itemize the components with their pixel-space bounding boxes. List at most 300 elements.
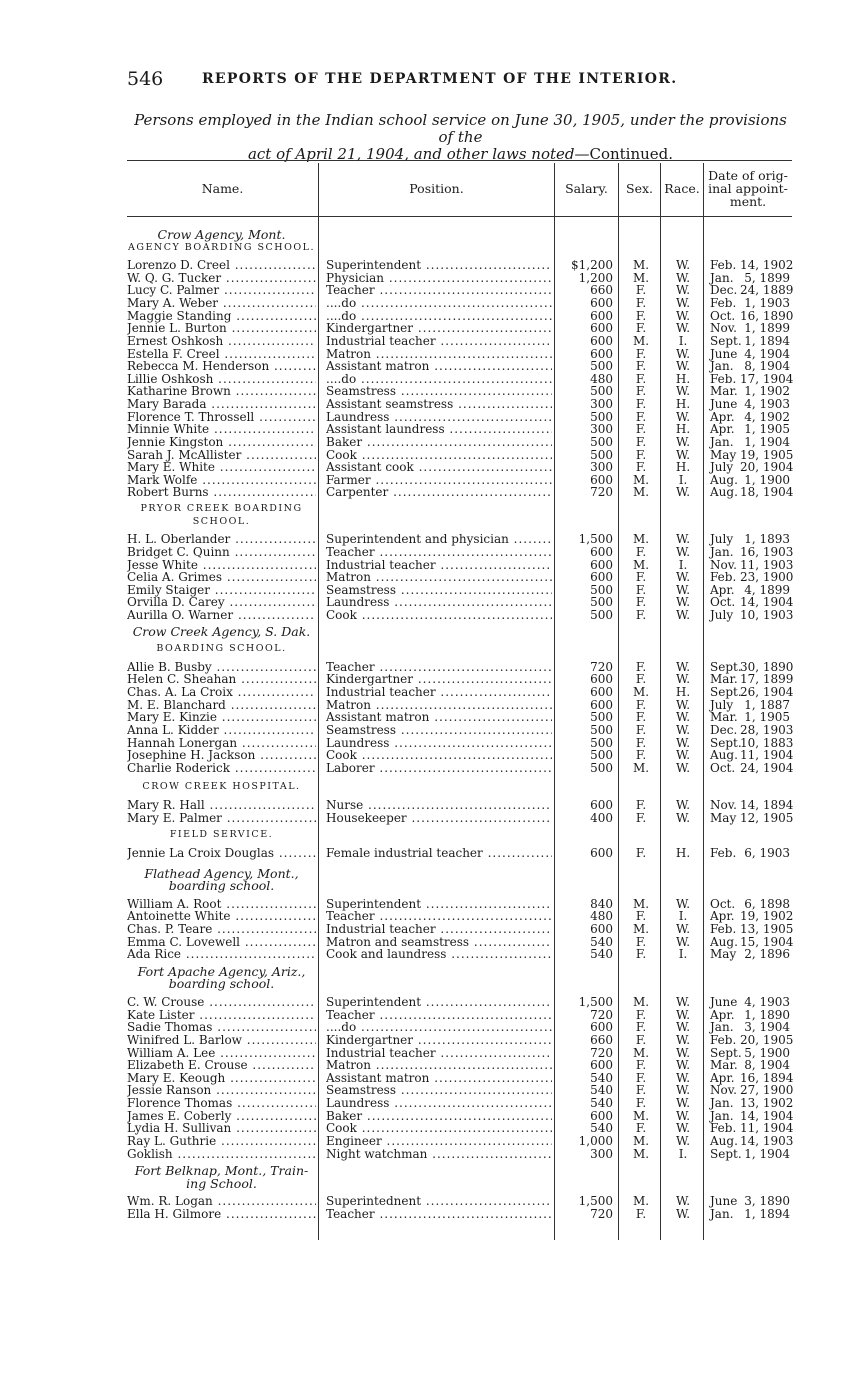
race-cell-text: W.	[675, 1045, 691, 1060]
race-cell-text: W.	[675, 697, 691, 712]
position-cell	[326, 847, 552, 860]
section-heading	[127, 828, 792, 841]
appointment-day-year: 28, 1903	[740, 722, 794, 737]
position-cell	[326, 948, 552, 961]
name-cell-text: C. W. Crouse	[127, 996, 205, 1010]
section-heading-text: Fort Belknap, Mont., Train-	[134, 1163, 309, 1179]
appointment-month: Mar.	[710, 384, 738, 399]
position-cell	[326, 474, 552, 487]
race-cell-text: W.	[675, 1096, 691, 1111]
race-cell-text: W.	[675, 384, 691, 399]
position-cell-text: Superintendent	[326, 996, 422, 1010]
table-row	[127, 486, 792, 499]
name-cell-text: Orvilla D. Carey	[127, 596, 225, 610]
table-row	[127, 259, 792, 272]
appointment-month: Apr.	[710, 909, 735, 924]
appointment-month: Mar.	[710, 672, 738, 687]
race-cell-text: W.	[675, 672, 691, 687]
salary-cell-text: 600	[590, 1058, 613, 1073]
position-cell-text: Teacher	[326, 1008, 375, 1022]
table-row	[127, 272, 792, 285]
table-row	[127, 724, 792, 737]
appointment-month: Sept.	[710, 1146, 742, 1161]
name-cell	[127, 609, 316, 622]
appointment-day-year: 13, 1902	[740, 1096, 794, 1111]
salary-cell-text: 540	[590, 1083, 613, 1098]
position-cell-text: Teacher	[326, 284, 375, 298]
race-cell-text: W.	[675, 607, 691, 622]
position-cell-text: Kindergartner	[326, 673, 414, 687]
race-cell-text: I.	[678, 472, 688, 487]
name-cell	[127, 724, 316, 737]
salary-cell-text: 540	[590, 1070, 613, 1085]
appointment-day-year: 6, 1898	[744, 896, 790, 911]
race-cell-text: W.	[675, 434, 691, 449]
race-cell-text: W.	[675, 934, 691, 949]
position-cell	[326, 609, 552, 622]
appointment-date-cell	[710, 335, 792, 348]
appointment-day-year: 5, 1899	[744, 270, 790, 285]
appointment-month: Feb.	[710, 371, 737, 386]
appointment-month: Aug.	[710, 485, 738, 500]
name-cell-text: Emma C. Lovewell	[127, 935, 240, 949]
name-cell	[127, 799, 316, 812]
position-cell-text: Seamstress	[326, 1084, 396, 1098]
table-row	[127, 1195, 792, 1208]
position-cell-text: Female industrial teacher	[326, 846, 483, 860]
race-cell-text: W.	[675, 544, 691, 559]
position-cell-text: Assistant matron	[326, 360, 430, 374]
appointment-month: Oct.	[710, 760, 736, 775]
position-cell	[326, 724, 552, 737]
race-cell-text: W.	[675, 1020, 691, 1035]
appointment-month: Mar.	[710, 1058, 738, 1073]
salary-cell-text: 600	[590, 685, 613, 700]
name-cell-text: Jesse White	[127, 558, 198, 572]
salary-cell-text: 500	[590, 359, 613, 374]
position-cell	[326, 259, 552, 272]
appointment-day-year: 1, 1905	[744, 710, 790, 725]
position-cell-text: Teacher	[326, 910, 375, 924]
appointment-month: Jan.	[710, 1020, 734, 1035]
sex-cell-text: M.	[632, 333, 650, 348]
race-cell-text: W.	[675, 595, 691, 610]
appointment-day-year: 14, 1903	[740, 1133, 794, 1148]
sex-cell-text: F.	[635, 1032, 647, 1047]
table-row	[127, 948, 792, 961]
race-cell-text: I.	[678, 557, 688, 572]
position-cell-text: Assistant matron	[326, 1071, 430, 1085]
table-row	[127, 762, 792, 775]
appointment-day-year: 1, 1894	[744, 333, 790, 348]
appointment-month: Apr.	[710, 1007, 735, 1022]
appointment-day-year: 14, 1904	[740, 1108, 794, 1123]
name-cell-text: James E. Coberly	[127, 1109, 232, 1123]
appointment-day-year: 1, 1890	[744, 1007, 790, 1022]
name-cell	[127, 348, 316, 361]
position-cell	[326, 322, 552, 335]
race-cell-text: W.	[675, 409, 691, 424]
position-cell	[326, 1097, 552, 1110]
name-cell-text: Allie B. Busby	[127, 660, 212, 674]
table-caption	[127, 112, 794, 163]
salary-cell-text: 600	[590, 544, 613, 559]
position-cell-text: ....do	[326, 297, 357, 311]
name-cell	[127, 284, 316, 297]
appointment-month: Apr.	[710, 409, 735, 424]
sex-cell-text: F.	[635, 1020, 647, 1035]
column-header-sex: Sex.	[626, 180, 653, 196]
table-row	[127, 812, 792, 825]
appointment-month: Aug.	[710, 934, 738, 949]
table-row	[127, 436, 792, 449]
name-cell-text: Mary A. Weber	[127, 297, 219, 311]
name-cell-text: Lorenzo D. Creel	[127, 259, 230, 273]
table-row	[127, 571, 792, 584]
table-row	[127, 546, 792, 559]
name-cell-text: Robert Burns	[127, 486, 209, 500]
name-cell	[127, 686, 316, 699]
position-cell	[326, 996, 552, 1009]
sex-cell-text: M.	[632, 760, 650, 775]
race-cell-text: W.	[675, 748, 691, 763]
appointment-month: June	[710, 346, 738, 361]
name-cell-text: Chas. P. Teare	[127, 923, 213, 936]
salary-cell-text: 500	[590, 710, 613, 725]
name-cell	[127, 1059, 316, 1072]
appointment-date-cell	[710, 948, 792, 961]
salary-cell-text: 540	[590, 1096, 613, 1111]
name-cell	[127, 322, 316, 335]
name-cell	[127, 436, 316, 449]
position-cell-text: Superintednent	[326, 1195, 422, 1209]
table-row	[127, 335, 792, 348]
position-cell-text: Industrial teacher	[326, 923, 436, 936]
name-cell	[127, 571, 316, 584]
position-cell-text: Teacher	[326, 660, 375, 674]
position-cell	[326, 335, 552, 348]
table-row	[127, 385, 792, 398]
header-bottom-rule	[127, 216, 792, 217]
name-cell	[127, 737, 316, 750]
appointment-date-cell	[710, 1148, 792, 1161]
race-cell-text: W.	[675, 321, 691, 336]
name-cell	[127, 847, 316, 860]
position-cell-text: Assistant seamstress	[326, 398, 454, 412]
appointment-month: Aug.	[710, 1133, 738, 1148]
salary-cell-text: 300	[590, 422, 613, 437]
table-row	[127, 423, 792, 436]
position-cell-text: Nurse	[326, 799, 364, 813]
sex-cell-text: M.	[632, 922, 650, 936]
position-cell	[326, 385, 552, 398]
position-cell-text: Matron	[326, 571, 371, 585]
appointment-day-year: 14, 1902	[740, 258, 794, 273]
sex-cell-text: F.	[635, 607, 647, 622]
appointment-day-year: 4, 1902	[744, 409, 790, 424]
appointment-day-year: 19, 1905	[740, 447, 794, 462]
appointment-month: Sept.	[710, 1045, 742, 1060]
name-cell	[127, 1135, 316, 1148]
salary-cell-text: 600	[590, 922, 613, 936]
name-cell-text: Goklish	[127, 1147, 173, 1161]
position-cell	[326, 923, 552, 936]
name-cell	[127, 259, 316, 272]
salary-cell-text: 600	[590, 798, 613, 813]
position-cell-text: Seamstress	[326, 385, 396, 399]
race-cell	[663, 1148, 703, 1161]
appointment-month: Oct.	[710, 595, 736, 610]
position-cell	[326, 272, 552, 285]
name-cell-text: Celia A. Grimes	[127, 571, 223, 585]
appointment-month: Feb.	[710, 1121, 737, 1136]
race-cell-text: W.	[675, 296, 691, 311]
section-heading	[127, 228, 792, 241]
salary-cell-text: $1,200	[571, 258, 613, 273]
position-cell	[326, 360, 552, 373]
name-cell-text: Rebecca M. Henderson	[127, 360, 270, 374]
race-cell-text: H.	[675, 422, 691, 437]
race-cell-text: H.	[675, 685, 691, 700]
position-cell-text: Superintendent	[326, 897, 422, 911]
sex-cell-text: F.	[635, 909, 647, 924]
name-cell	[127, 584, 316, 597]
race-cell-text: W.	[675, 1108, 691, 1123]
sex-cell-text: M.	[632, 1194, 650, 1209]
appointment-month: June	[710, 1194, 738, 1209]
name-cell-text: Mark Wolfe	[127, 473, 198, 487]
name-cell	[127, 385, 316, 398]
position-cell-text: Assistant laundress	[326, 423, 445, 437]
name-cell	[127, 923, 316, 936]
race-cell-text: I.	[678, 1146, 688, 1161]
race-cell-text: W.	[675, 810, 691, 825]
appointment-day-year: 15, 1904	[740, 934, 794, 949]
appointment-day-year: 30, 1890	[740, 659, 794, 674]
table-row	[127, 373, 792, 386]
appointment-day-year: 1, 1893	[744, 532, 790, 547]
table-row	[127, 297, 792, 310]
name-cell	[127, 297, 316, 310]
race-cell-text: H.	[675, 845, 691, 860]
position-cell-text: Laundress	[326, 736, 390, 750]
position-cell-text: Industrial teacher	[326, 334, 436, 348]
race-cell-text: I.	[678, 333, 688, 348]
salary-cell-text: 600	[590, 845, 613, 860]
appointment-month: July	[710, 697, 734, 712]
position-cell	[326, 711, 552, 724]
race-cell-text: W.	[675, 659, 691, 674]
personnel-table	[127, 160, 792, 1240]
position-cell-text: Teacher	[326, 545, 375, 559]
position-cell	[326, 411, 552, 424]
salary-cell-text: 480	[590, 371, 613, 386]
position-cell	[326, 533, 552, 546]
table-row	[127, 1047, 792, 1060]
salary-cell-text: 600	[590, 557, 613, 572]
salary-cell-text: 600	[590, 308, 613, 323]
name-cell-text: M. E. Blanchard	[127, 698, 226, 712]
appointment-day-year: 5, 1900	[744, 1045, 790, 1060]
sex-cell-text: F.	[635, 1083, 647, 1098]
sex-cell-text: M.	[632, 685, 650, 700]
appointment-date-cell	[710, 1135, 792, 1148]
appointment-month: July	[710, 460, 734, 475]
position-cell-text: ....do	[326, 309, 357, 323]
sex-cell-text: F.	[635, 798, 647, 813]
position-cell-text: Industrial teacher	[326, 558, 436, 572]
position-cell	[326, 812, 552, 825]
appointment-month: May	[710, 947, 737, 962]
appointment-month: Aug.	[710, 472, 738, 487]
appointment-date-cell	[710, 609, 792, 622]
name-cell-text: Estella F. Creel	[127, 347, 220, 361]
race-cell	[663, 1208, 703, 1221]
appointment-day-year: 16, 1903	[740, 544, 794, 559]
section-heading-text: Crow Creek Agency, S. Dak.	[132, 623, 311, 639]
name-cell	[127, 596, 316, 609]
appointment-month: Nov.	[710, 798, 737, 813]
appointment-month: Nov.	[710, 321, 737, 336]
position-cell-text: ....do	[326, 372, 357, 386]
name-cell	[127, 898, 316, 911]
sex-cell-text: F.	[635, 735, 647, 750]
position-cell	[326, 1072, 552, 1085]
name-cell	[127, 373, 316, 386]
name-cell	[127, 1208, 316, 1221]
appointment-day-year: 1, 1903	[744, 296, 790, 311]
appointment-month: Oct.	[710, 896, 736, 911]
table-row	[127, 1009, 792, 1022]
race-cell-text: W.	[675, 1058, 691, 1073]
name-cell	[127, 711, 316, 724]
name-cell-text: Aurilla O. Warner	[127, 608, 234, 622]
salary-cell-text: 500	[590, 735, 613, 750]
sex-cell-text: F.	[635, 570, 647, 585]
position-cell-text: Superintendent and physician	[326, 533, 509, 547]
salary-cell-text: 1,500	[578, 1194, 613, 1209]
table-row	[127, 1122, 792, 1135]
section-heading-text: PRYOR CREEK BOARDING	[140, 503, 303, 515]
table-row	[127, 1072, 792, 1085]
position-cell-text: Kindergartner	[326, 1033, 414, 1047]
appointment-day-year: 20, 1904	[740, 460, 794, 475]
sex-cell-text: F.	[635, 697, 647, 712]
sex-cell-text: M.	[632, 995, 650, 1010]
name-cell	[127, 559, 316, 572]
appointment-day-year: 27, 1900	[740, 1083, 794, 1098]
name-cell-text: Helen C. Sheahan	[127, 673, 237, 687]
name-cell	[127, 699, 316, 712]
appointment-day-year: 13, 1905	[740, 922, 794, 936]
salary-cell	[557, 609, 613, 622]
position-cell	[326, 486, 552, 499]
appointment-month: Feb.	[710, 296, 737, 311]
race-cell-text: W.	[675, 760, 691, 775]
appointment-month: Nov.	[710, 557, 737, 572]
name-cell-text: Anna L. Kidder	[127, 723, 219, 737]
caption-line-2-text: act of April 21, 1904, and other laws noted	[247, 145, 575, 163]
sex-cell-text: F.	[635, 447, 647, 462]
race-cell	[663, 486, 703, 499]
appointment-day-year: 8, 1904	[744, 359, 790, 374]
position-cell	[326, 737, 552, 750]
position-cell-text: Superintendent	[326, 259, 422, 273]
section-heading-text: AGENCY BOARDING SCHOOL.	[128, 241, 315, 253]
name-cell	[127, 1034, 316, 1047]
name-cell-text: Lucy C. Palmer	[127, 284, 220, 298]
sex-cell-text: M.	[632, 557, 650, 572]
salary-cell-text: 720	[590, 1007, 613, 1022]
sex-cell	[622, 847, 660, 860]
sex-cell-text: F.	[635, 384, 647, 399]
race-cell-text: W.	[675, 995, 691, 1010]
appointment-day-year: 6, 1903	[744, 845, 790, 860]
sex-cell-text: F.	[635, 346, 647, 361]
position-cell-text: Laundress	[326, 596, 390, 610]
name-cell-text: Ada Rice	[127, 948, 182, 962]
name-cell	[127, 474, 316, 487]
name-cell	[127, 1195, 316, 1208]
table-row	[127, 609, 792, 622]
position-cell-text: Teacher	[326, 1208, 375, 1222]
race-cell-text: W.	[675, 346, 691, 361]
position-cell-text: Cook	[326, 608, 357, 622]
name-cell	[127, 1084, 316, 1097]
name-cell-text: Elizabeth E. Crouse	[127, 1059, 248, 1073]
sex-cell-text: M.	[632, 1146, 650, 1161]
appointment-month: Sept.	[710, 333, 742, 348]
section-heading	[127, 642, 792, 655]
column-header-salary: Salary.	[565, 180, 608, 196]
appointment-day-year: 17, 1904	[740, 371, 794, 386]
name-cell-text: Kate Lister	[127, 1008, 195, 1022]
name-cell	[127, 398, 316, 411]
salary-cell-text: 660	[590, 283, 613, 298]
table-row	[127, 673, 792, 686]
section-heading	[127, 977, 792, 990]
race-cell-text: W.	[675, 485, 691, 500]
appointment-day-year: 10, 1883	[740, 735, 794, 750]
race-cell-text: W.	[675, 1032, 691, 1047]
position-cell	[326, 1110, 552, 1123]
table-row	[127, 348, 792, 361]
race-cell-text: W.	[675, 270, 691, 285]
position-cell-text: Night watchman	[326, 1147, 428, 1161]
position-cell	[326, 1047, 552, 1060]
position-cell	[326, 910, 552, 923]
appointment-day-year: 14, 1894	[740, 798, 794, 813]
position-cell-text: Industrial teacher	[326, 1046, 436, 1060]
race-cell-text: I.	[678, 909, 688, 924]
position-cell	[326, 284, 552, 297]
position-cell	[326, 686, 552, 699]
running-title: REPORTS OF THE DEPARTMENT OF THE INTERIOR.	[202, 71, 678, 87]
race-cell-text: W.	[675, 308, 691, 323]
name-cell-text: William A. Lee	[127, 1046, 216, 1060]
race-cell-text: W.	[675, 283, 691, 298]
position-cell	[326, 559, 552, 572]
salary-cell	[557, 847, 613, 860]
salary-cell-text: 600	[590, 1020, 613, 1035]
name-cell-text: Minnie White	[127, 423, 210, 437]
appointment-month: May	[710, 447, 737, 462]
table-row	[127, 1034, 792, 1047]
race-cell-text: W.	[675, 710, 691, 725]
section-heading-text: ing School.	[186, 1175, 257, 1191]
appointment-day-year: 1, 1900	[744, 472, 790, 487]
position-cell	[326, 373, 552, 386]
